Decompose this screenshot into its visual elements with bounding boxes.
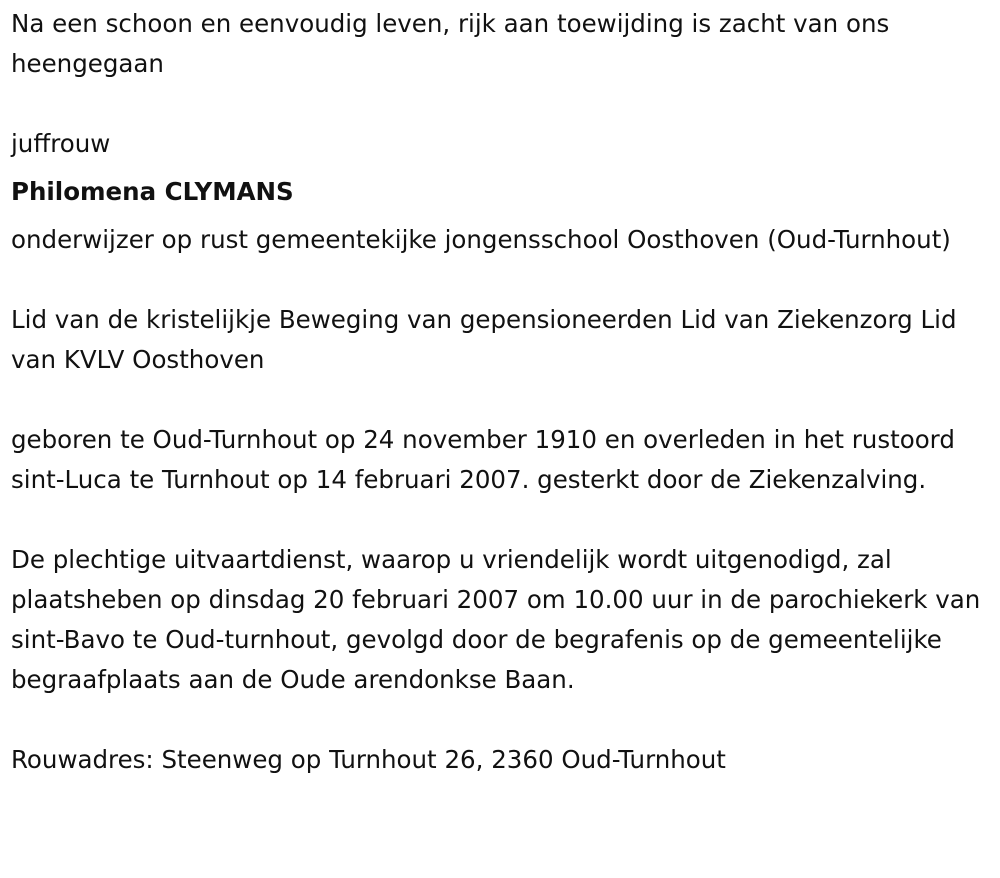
intro-text: Na een schoon en eenvoudig leven, rijk aan toewijding is zacht van ons heengegaan <box>11 9 890 78</box>
address-text: Rouwadres: Steenweg op Turnhout 26, 2360 Oud-Turnhout <box>11 745 726 774</box>
occupation-text: onderwijzer op rust gemeentekijke jongensschool Oosthoven (Oud-Turnhout) <box>11 225 951 254</box>
obituary-notice <box>11 4 996 780</box>
spacer <box>11 700 996 740</box>
deceased-name: Philomena CLYMANS <box>11 177 294 206</box>
spacer <box>11 380 996 420</box>
spacer <box>11 84 996 124</box>
memberships-text: Lid van de kristelijkje Beweging van gepensioneerden Lid van Ziekenzorg Lid van KVLV Oosthoven <box>11 305 957 374</box>
spacer <box>11 260 996 300</box>
birth-death-text: geboren te Oud-Turnhout op 24 november 1910 en overleden in het rustoord sint-Luca te Turnhout op 14 februari 2007. gesterkt door de Ziekenzalving. <box>11 425 955 494</box>
spacer <box>11 500 996 540</box>
funeral-text: De plechtige uitvaartdienst, waarop u vriendelijk wordt uitgenodigd, zal plaatsheben op dinsdag 20 februari 2007 om 10.00 uur in de parochiekerk van sint-Bavo te Oud-turnhout, gevolgd door de begrafenis op de gemeentelijke begraafplaats aan de Oude arendonkse Baan. <box>11 545 981 694</box>
title-text: juffrouw <box>11 129 111 158</box>
